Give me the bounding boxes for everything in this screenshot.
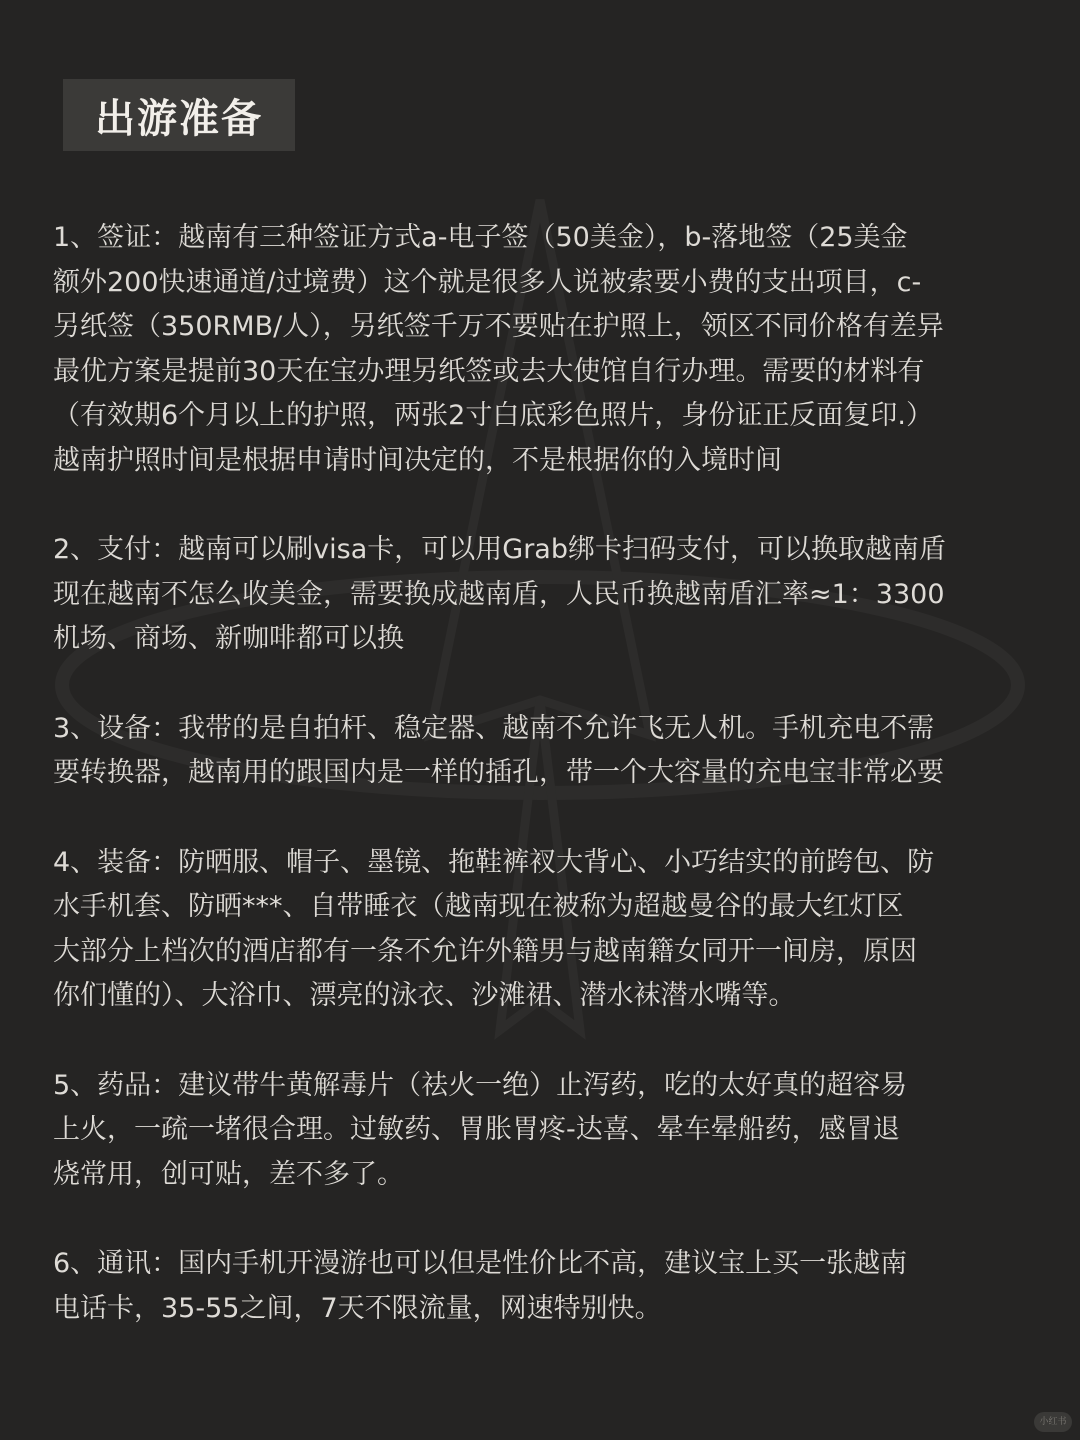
text-line: 上火，一疏一堵很合理。过敏药、胃胀胃疼-达喜、晕车晕船药，感冒退 — [53, 1114, 900, 1145]
text-line: 4、装备：防晒服、帽子、墨镜、拖鞋裤衩大背心、小巧结实的前跨包、防 — [53, 846, 935, 878]
text-line: （有效期6个月以上的护照，两张2寸白底彩色照片，身份证正反面复印.） — [53, 400, 933, 431]
text-line: 要转换器，越南用的跟国内是一样的插孔，带一个大容量的充电宝非常必要 — [53, 757, 944, 788]
text-line: 你们懂的）、大浴巾、漂亮的泳衣、沙滩裙、潜水袜潜水嘴等。 — [53, 980, 796, 1011]
text-line: 5、药品：建议带牛黄解毒片（祛火一绝）止泻药，吃的太好真的超容易 — [53, 1069, 908, 1101]
section-medicine — [53, 1064, 1063, 1198]
text-line: 额外200快速通道/过境费）这个就是很多人说被索要小费的支出项目，c- — [53, 266, 922, 298]
text-line: 最优方案是提前30天在宝办理另纸签或去大使馆自行办理。需要的材料有 — [53, 355, 925, 387]
section-payment — [53, 528, 1063, 662]
section-gear — [53, 841, 1063, 1019]
section-communication — [53, 1242, 1063, 1331]
text-line: 越南护照时间是根据申请时间决定的，不是根据你的入境时间 — [53, 444, 782, 476]
text-line: 机场、商场、新咖啡都可以换 — [53, 623, 404, 654]
watermark-badge: 小红书 — [1034, 1412, 1072, 1432]
text-line: 现在越南不怎么收美金，需要换成越南盾，人民币换越南盾汇率≈1：3300 — [53, 578, 945, 610]
text-line: 烧常用，创可贴，差不多了。 — [53, 1158, 404, 1190]
text-line: 2、支付：越南可以刷visa卡，可以用Grab绑卡扫码支付，可以换取越南盾 — [53, 534, 946, 565]
text-line: 3、设备：我带的是自拍杆、稳定器、越南不允许飞无人机。手机充电不需 — [53, 712, 935, 744]
text-line: 水手机套、防晒***、自带睡衣（越南现在被称为超越曼谷的最大红灯区 — [53, 891, 904, 922]
text-line: 大部分上档次的酒店都有一条不允许外籍男与越南籍女同开一间房，原因 — [53, 935, 917, 967]
text-line: 1、签证：越南有三种签证方式a-电子签（50美金），b-落地签（25美金 — [53, 222, 908, 253]
title-badge — [63, 79, 295, 151]
section-visa — [53, 216, 1063, 483]
page-title: 出游准备 — [95, 95, 263, 142]
article-body — [53, 216, 1063, 1376]
text-line: 6、通讯：国内手机开漫游也可以但是性价比不高，建议宝上买一张越南 — [53, 1248, 908, 1279]
text-line: 另纸签（350RMB/人），另纸签千万不要贴在护照上，领区不同价格有差异 — [53, 311, 944, 342]
section-devices — [53, 707, 1063, 796]
text-line: 电话卡，35-55之间，7天不限流量，网速特别快。 — [53, 1292, 662, 1324]
